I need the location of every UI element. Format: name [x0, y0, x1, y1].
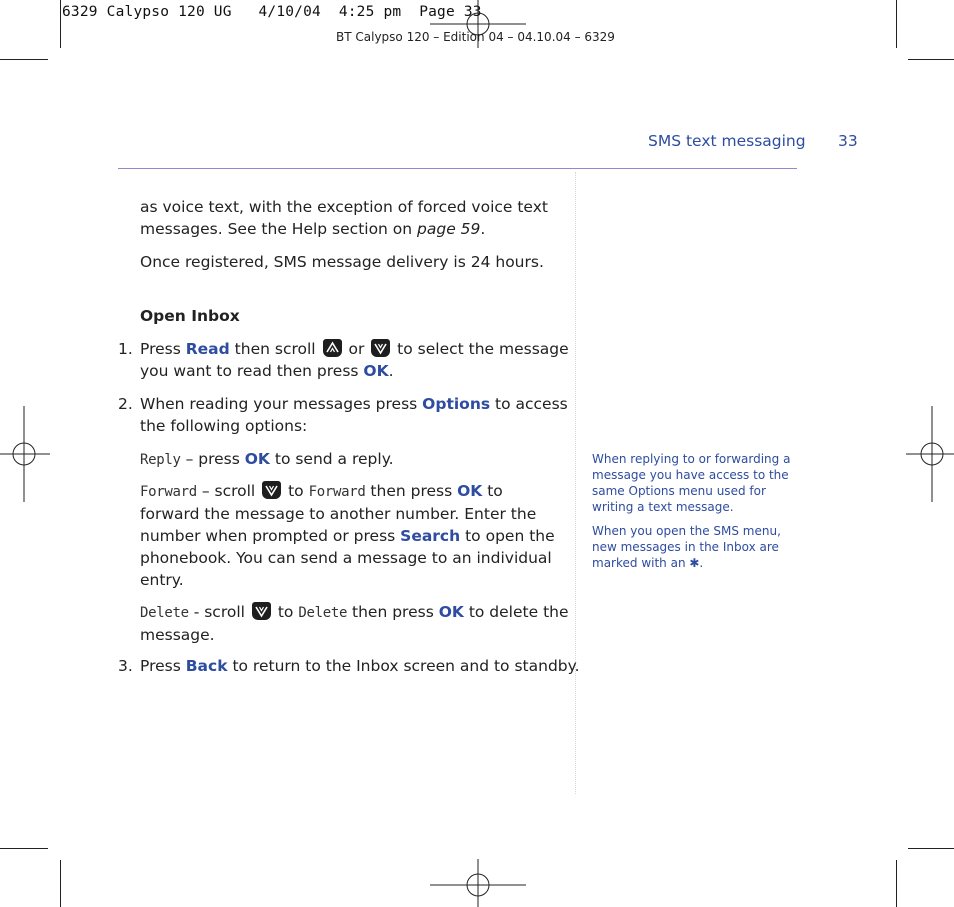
key-read: Read — [185, 340, 230, 358]
lcd-forward: Forward — [140, 484, 197, 500]
scroll-up-key-icon — [323, 339, 342, 357]
lcd-delete: Delete — [298, 605, 348, 621]
option-text: to — [272, 603, 299, 621]
page-number: 33 — [838, 132, 858, 150]
option-text: - scroll — [188, 603, 250, 621]
lcd-delete: Delete — [140, 605, 189, 621]
key-ok: OK — [457, 482, 483, 500]
option-text: forward the message to another number. Enter the — [140, 505, 537, 523]
side-note-line: new messages in the Inbox are — [592, 540, 779, 554]
option-text: then press — [347, 603, 439, 621]
step-3-text — [140, 655, 580, 677]
step-number: 1. — [118, 340, 133, 358]
column-divider — [575, 172, 576, 794]
option-text: to — [283, 482, 309, 500]
scroll-down-key-icon — [371, 339, 390, 357]
option-text: to — [482, 482, 503, 500]
crop-mark — [0, 848, 48, 849]
star-icon: ✱ — [689, 556, 700, 570]
crop-mark — [908, 59, 954, 60]
edition-line: BT Calypso 120 – Edition 04 – 04.10.04 – 6329 — [336, 30, 615, 44]
option-text: to send a reply. — [269, 450, 394, 468]
scroll-down-key-icon — [252, 602, 271, 620]
option-text: – scroll — [196, 482, 261, 500]
side-note-line: writing a text message. — [592, 500, 734, 514]
option-forward — [140, 480, 555, 591]
step-text: to select the message — [392, 340, 569, 358]
side-note-line: When you open the SMS menu, — [592, 524, 781, 538]
option-text: then press — [365, 482, 458, 500]
crop-mark — [60, 860, 61, 907]
crop-mark — [60, 0, 61, 48]
crop-mark — [0, 59, 48, 60]
key-search: Search — [400, 527, 461, 545]
registration-mark-icon — [428, 859, 528, 907]
registration-mark-icon — [906, 406, 954, 502]
crop-mark — [908, 848, 954, 849]
step-2-text — [140, 393, 568, 437]
side-note-2 — [592, 523, 781, 571]
step-text: you want to read then press — [140, 362, 364, 380]
header-rule — [118, 168, 797, 169]
intro-punct: . — [480, 220, 486, 238]
option-text: to delete the — [463, 603, 569, 621]
key-options: Options — [422, 395, 491, 413]
step-text: When reading your messages press — [140, 395, 423, 413]
step-text: . — [388, 362, 394, 380]
option-text: message. — [140, 626, 215, 644]
lcd-forward: Forward — [308, 484, 366, 500]
lcd-reply: Reply — [140, 452, 181, 468]
crop-mark — [896, 860, 897, 907]
section-title: SMS text messaging — [648, 132, 806, 150]
step-text: the following options: — [140, 417, 308, 435]
intro-line-1: as voice text, with the exception of forced voice text — [140, 198, 548, 216]
option-text: number when prompted or press — [140, 527, 401, 545]
side-note-1 — [592, 451, 790, 515]
step-text: Press — [140, 657, 186, 675]
option-delete — [140, 601, 569, 646]
option-text: phonebook. You can send a message to an individual — [140, 549, 552, 567]
step-1-text — [140, 338, 569, 382]
print-slug: 6329 Calypso 120 UG 4/10/04 4:25 pm Page 33 — [62, 4, 482, 20]
side-note-line: marked with an — [592, 556, 690, 570]
key-ok: OK — [244, 450, 270, 468]
option-reply — [140, 448, 394, 471]
side-note-line: same Options menu used for — [592, 484, 766, 498]
step-text: to access — [490, 395, 568, 413]
intro-paragraph — [140, 196, 548, 240]
intro-line-2: messages. See the Help section on — [140, 220, 418, 238]
step-number: 2. — [118, 395, 133, 413]
step-text: to return to the Inbox screen and to standby. — [227, 657, 580, 675]
step-text: or — [343, 340, 370, 358]
step-text: Press — [140, 340, 186, 358]
option-text: to open the — [460, 527, 555, 545]
key-ok: OK — [438, 603, 464, 621]
crop-mark — [896, 0, 897, 48]
page-reference: page 59 — [417, 220, 481, 238]
step-number: 3. — [118, 657, 133, 675]
registration-mark-icon — [0, 406, 50, 502]
option-text: entry. — [140, 571, 184, 589]
scroll-down-key-icon — [262, 481, 281, 499]
registration-mark-icon — [428, 0, 528, 48]
side-note-line: . — [699, 556, 704, 570]
step-text: then scroll — [229, 340, 321, 358]
registered-paragraph: Once registered, SMS message delivery is 24 hours. — [140, 253, 544, 271]
side-note-line: message you have access to the — [592, 468, 789, 482]
option-text: – press — [180, 450, 245, 468]
key-back: Back — [185, 657, 228, 675]
side-note-line: When replying to or forwarding a — [592, 452, 791, 466]
section-heading: Open Inbox — [140, 307, 240, 325]
key-ok: OK — [363, 362, 389, 380]
